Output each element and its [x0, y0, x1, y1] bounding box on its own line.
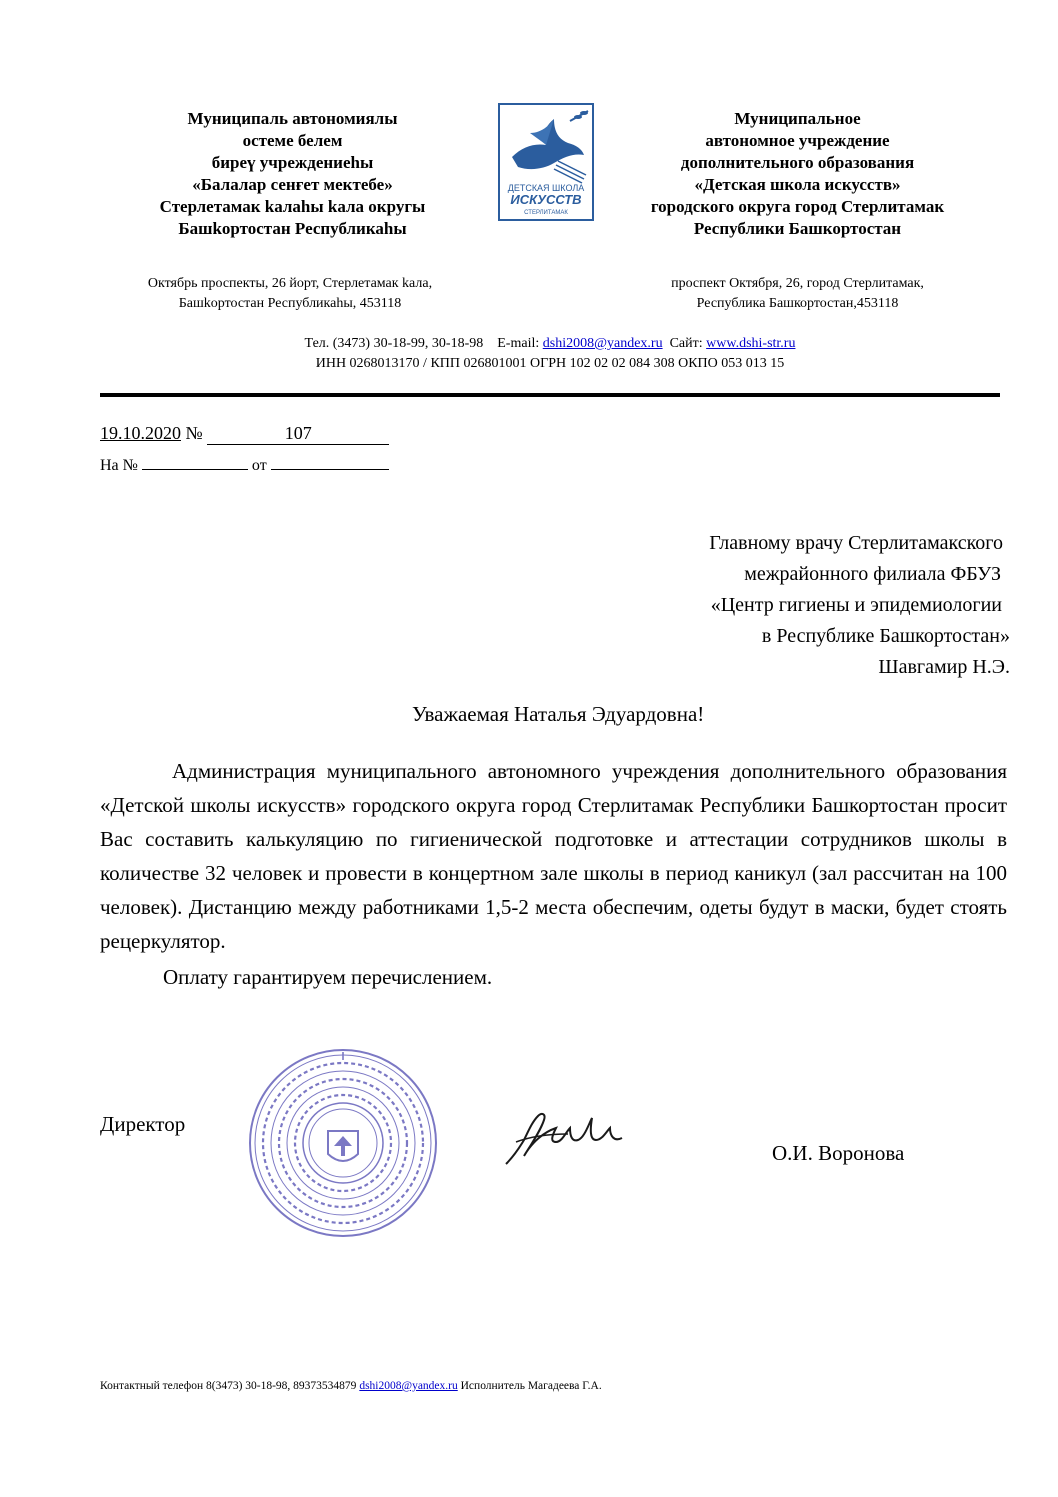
body-paragraph: Администрация муниципального автономного учреждения дополнительного образования «Детской школы искусств» городского округа город Стерлитамак Республики Башкортостан просит Вас составить калькуляцию по гигиенической подготовке и аттестации сотрудников школы в количестве 32 человек и провести в концертном зале школы в период каникул (зал рассчитан на 100 человек). Дистанцию между работниками 1,5-2 места обеспечим, одеты будут в маски, будет стоять рецеркулятор.: [100, 759, 1007, 953]
header-divider: [100, 393, 1000, 397]
addressee-line: Шавгамир Н.Э.: [878, 656, 1010, 678]
requisites: ИНН 0268013170 / КПП 026801001 ОГРН 102 02 02 084 308 ОКПО 053 013 15: [315, 356, 785, 371]
requisites-line: [100, 355, 1000, 373]
signatory-name: О.И. Воронова: [772, 1141, 905, 1165]
address-left-line: Октябрь проспекты, 26 йорт, Стерлетамак kала,: [147, 276, 433, 291]
header-right-line: «Детская школа искусств»: [694, 175, 901, 194]
addressee-line: «Центр гигиены и эпидемиологии: [710, 594, 1002, 616]
contact-phone: Тел. (3473) 30-18-99, 30-18-98: [304, 336, 484, 351]
address-right-line: проспект Октября, 26, город Стерлитамак,: [671, 276, 924, 291]
address-right-line: Республика Башкортостан,453118: [696, 296, 899, 311]
footer-executor: Исполнитель Магадеева Г.А.: [457, 1380, 602, 1392]
reply-number: [142, 469, 248, 470]
logo-line1: ДЕТСКАЯ ШКОЛА: [507, 183, 585, 193]
header-left-line: «Балалар сенғет мектебе»: [192, 175, 393, 194]
email-link[interactable]: dshi2008@yandex.ru: [542, 336, 663, 351]
official-seal-icon: [246, 1046, 440, 1240]
header-left-block: [100, 108, 485, 240]
email-label: E-mail:: [497, 336, 543, 351]
addressee-line: межрайонного филиала ФБУЗ: [744, 563, 1001, 585]
letter-date: 19.10.2020: [100, 423, 181, 443]
footer-email-link[interactable]: dshi2008@yandex.ru: [359, 1380, 458, 1392]
address-left: [90, 274, 490, 314]
header-right-line: Республики Башкортостан: [693, 219, 902, 238]
header-left-line: бирeү учреждениеhы: [211, 153, 374, 172]
from-label: от: [251, 457, 267, 474]
header-left-line: остеме белем: [242, 131, 343, 150]
footer-text: Контактный телефон 8(3473) 30-18-98, 89373534879: [100, 1380, 360, 1392]
header-right-line: Муниципальное: [734, 109, 861, 128]
from-date: [271, 469, 389, 470]
address-left-line: Башkортостан Республикаhы, 453118: [178, 296, 402, 311]
reply-prefix: На №: [100, 457, 138, 474]
dove-with-branch-icon: [498, 103, 594, 221]
site-label: Сайт:: [669, 336, 707, 351]
footer-contact: [100, 1380, 602, 1392]
logo-line2: ИСКУССТВ: [510, 192, 582, 207]
greeting: Уважаемая Наталья Эдуардовна!: [412, 702, 705, 726]
addressee-block: [709, 528, 1010, 683]
address-right: [600, 274, 995, 314]
signatory-position: Директор: [100, 1112, 186, 1136]
header-left-line: Муниципаль автономиялы: [187, 109, 398, 128]
header-right-line: дополнительного образования: [680, 153, 915, 172]
header-right-block: [600, 108, 995, 240]
header-left-line: Стерлетамак kалаhы kала округы: [159, 197, 426, 216]
addressee-line: Главному врачу Стерлитамакского: [709, 532, 1003, 554]
site-link[interactable]: www.dshi-str.ru: [706, 336, 796, 351]
addressee-line: в Республике Башкортостан»: [761, 625, 1010, 647]
header-right-line: городского округа город Стерлитамак: [650, 197, 945, 216]
school-logo: [498, 103, 594, 221]
letter-number-line: [100, 423, 389, 445]
letter-number: 107: [207, 423, 389, 445]
number-sign: №: [185, 423, 203, 443]
contact-line: [100, 335, 1000, 353]
logo-line3: СТЕРЛИТАМАК: [524, 210, 568, 216]
reply-line: [100, 457, 389, 475]
header-right-line: автономное учреждение: [705, 131, 890, 150]
header-left-line: Башkортостан Республикаhы: [178, 219, 407, 238]
body-paragraph: Оплату гарантируем перечислением.: [163, 965, 493, 989]
letter-body: [100, 754, 1007, 994]
handwritten-signature-icon: [498, 1098, 634, 1174]
